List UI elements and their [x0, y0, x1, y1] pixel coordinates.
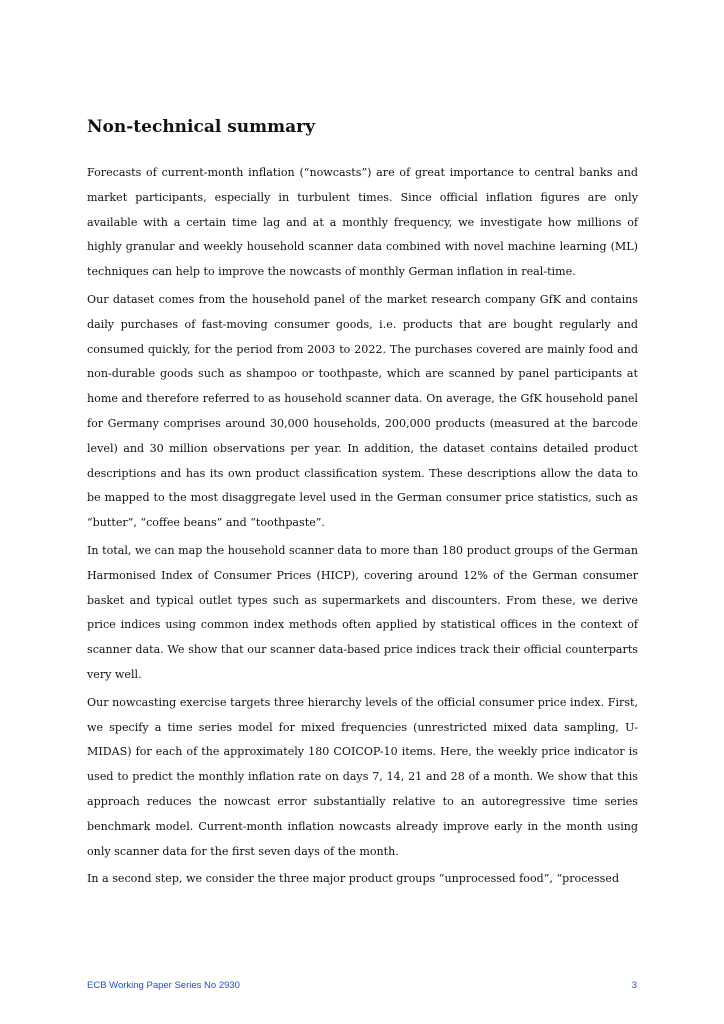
- paragraph: Our dataset comes from the household panel of the market research company GfK and contains daily purchases of fast-moving consumer goods, i.e. products that are bought regularly and consumed quickly, for the period from 2003 to 2022. The purchases covered are mainly food and non-durable goods such as shampoo or toothpaste, which are scanned by panel participants at home and therefore referred to as household scanner data. On average, the GfK household panel for Germany comprises around 30,000 households, 200,000 products (measured at the barcode level) and 30 million observations per year. In addition, the dataset contains detailed product descriptions and has its own product classification system. These descriptions allow the data to be mapped to the most disaggregate level used in the German consumer price statistics, such as “butter”, “coffee beans” and “toothpaste”.: [87, 292, 638, 530]
- paragraph: Our nowcasting exercise targets three hierarchy levels of the official consumer price index. First, we specify a time series model for mixed frequencies (unrestricted mixed data sampling, U-MIDAS) for each of the approximately 180 COICOP-10 items. Here, the weekly price indicator is used to predict the monthly inflation rate on days 7, 14, 21 and 28 of a month. We show that this approach reduces the nowcast error substantially relative to an autoregressive time series benchmark model. Current-month inflation nowcasts already improve early in the month using only scanner data for the first seven days of the month.: [87, 695, 638, 858]
- footer-series-label: ECB Working Paper Series No 2930: [87, 980, 240, 991]
- section-title: Non-technical summary: [87, 117, 315, 137]
- summary-body: [87, 161, 638, 895]
- footer-page-number: 3: [631, 980, 637, 991]
- paragraph: In total, we can map the household scanner data to more than 180 product groups of the German Harmonised Index of Consumer Prices (HICP), covering around 12% of the German consumer basket and typical outlet types such as supermarkets and discounters. From these, we derive price indices using common index methods often applied by statistical offices in the context of scanner data. We show that our scanner data-based price indices track their official counterparts very well.: [87, 543, 638, 681]
- paragraph: In a second step, we consider the three major product groups “unprocessed food”, “processed: [87, 872, 620, 886]
- paragraph: Forecasts of current-month inflation (“nowcasts”) are of great importance to central banks and market participants, especially in turbulent times. Since official inflation figures are only available with a certain time lag and at a monthly frequency, we investigate how millions of highly granular and weekly household scanner data combined with novel machine learning (ML) techniques can help to improve the nowcasts of monthly German inflation in real-time.: [87, 166, 638, 279]
